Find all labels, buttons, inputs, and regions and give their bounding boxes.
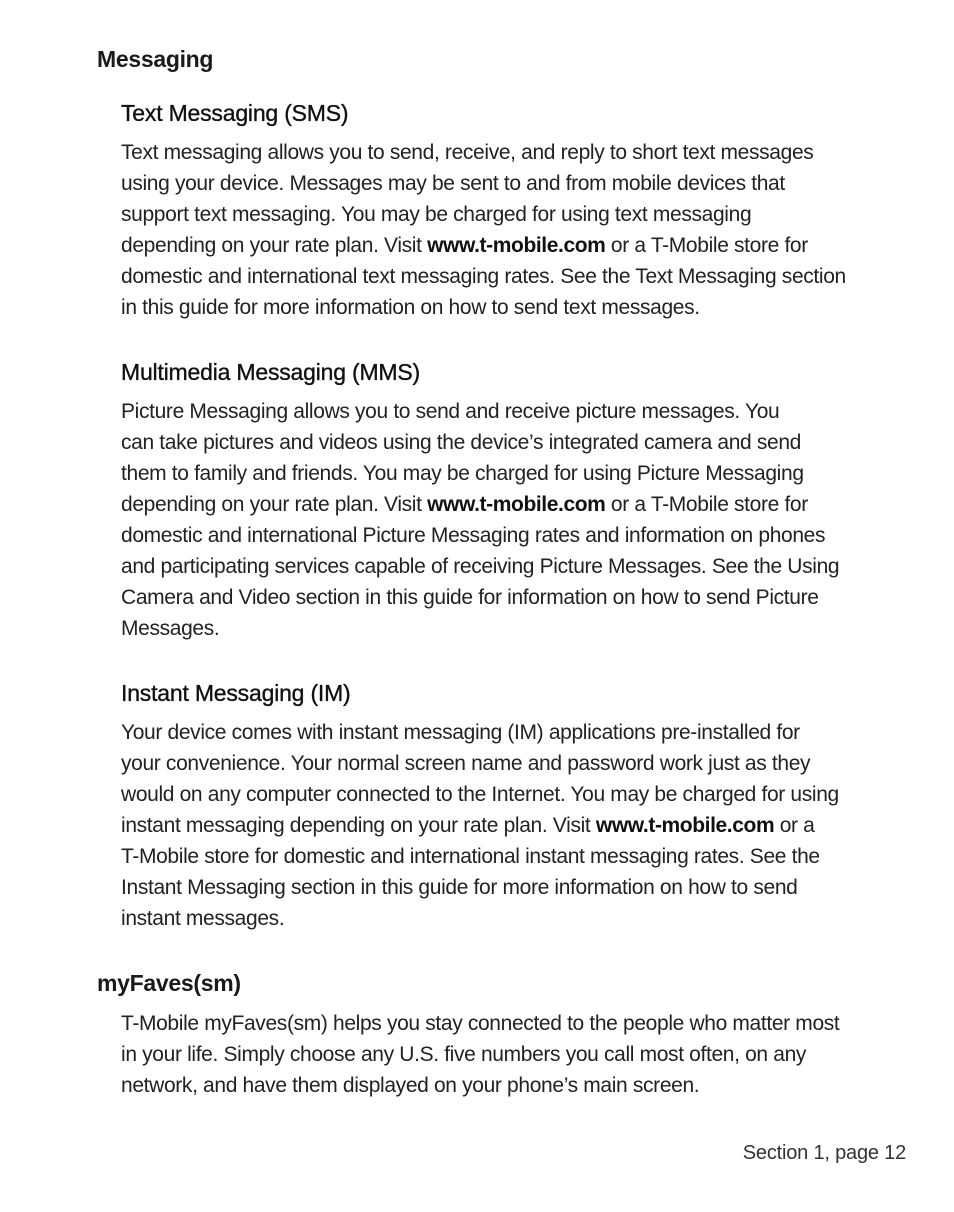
- text-line: in your life. Simply choose any U.S. five numbers you call most often, on any: [121, 1043, 807, 1066]
- text-line: Messages.: [121, 617, 220, 640]
- text-line: using your device. Messages may be sent to and from mobile devices that: [121, 172, 785, 195]
- paragraph-myfaves: [121, 1008, 921, 1101]
- text-span: depending on your rate plan. Visit: [121, 234, 428, 257]
- text-span: instant messaging depending on your rate plan. Visit: [121, 814, 596, 837]
- text-line: Picture Messaging allows you to send and receive picture messages. You: [121, 400, 780, 423]
- text-line: Instant Messaging section in this guide for more information on how to send: [121, 876, 798, 899]
- tmobile-link[interactable]: www.t-mobile.com: [427, 234, 606, 257]
- page-number: Section 1, page 12: [742, 1142, 906, 1164]
- text-line: domestic and international Picture Messaging rates and information on phones: [121, 524, 826, 547]
- text-line: T-Mobile store for domestic and international instant messaging rates. See the: [121, 845, 820, 868]
- text-line: T-Mobile myFaves(sm) helps you stay connected to the people who matter most: [121, 1012, 840, 1035]
- text-line-with-link: [121, 489, 921, 520]
- subheading-mms: Multimedia Messaging (MMS): [121, 359, 420, 385]
- tmobile-link[interactable]: www.t-mobile.com: [595, 814, 775, 837]
- subheading-sms: Text Messaging (SMS): [121, 100, 349, 126]
- text-line: them to family and friends. You may be charged for using Picture Messaging: [121, 462, 804, 485]
- text-line: Your device comes with instant messaging (IM) applications pre-installed for: [121, 721, 800, 744]
- text-line: network, and have them displayed on your phone’s main screen.: [121, 1074, 700, 1097]
- text-line: Text messaging allows you to send, receive, and reply to short text messages: [121, 141, 814, 164]
- subheading-im: Instant Messaging (IM): [121, 680, 351, 706]
- section-heading-messaging: Messaging: [97, 46, 214, 72]
- tmobile-link[interactable]: www.t-mobile.com: [427, 493, 606, 516]
- section-heading-myfaves: myFaves(sm): [97, 970, 241, 996]
- text-span: or a T-Mobile store for: [605, 493, 808, 516]
- text-line-with-link: [121, 230, 921, 261]
- text-line: would on any computer connected to the Internet. You may be charged for using: [121, 783, 839, 806]
- text-line: your convenience. Your normal screen name and password work just as they: [121, 752, 811, 775]
- text-line: Camera and Video section in this guide for information on how to send Picture: [121, 586, 819, 609]
- text-span: depending on your rate plan. Visit: [121, 493, 428, 516]
- text-line: can take pictures and videos using the device’s integrated camera and send: [121, 431, 801, 454]
- text-line: instant messages.: [121, 907, 285, 930]
- text-span: or a: [774, 814, 815, 837]
- text-line: support text messaging. You may be charged for using text messaging: [121, 203, 752, 226]
- text-line: domestic and international text messaging rates. See the Text Messaging section: [121, 265, 846, 288]
- text-line: in this guide for more information on how to send text messages.: [121, 296, 700, 319]
- paragraph-im: [121, 717, 921, 934]
- paragraph-sms: [121, 137, 921, 323]
- text-line-with-link: [121, 810, 921, 841]
- paragraph-mms: [121, 396, 921, 644]
- text-span: or a T-Mobile store for: [605, 234, 808, 257]
- text-line: and participating services capable of receiving Picture Messages. See the Using: [121, 555, 840, 578]
